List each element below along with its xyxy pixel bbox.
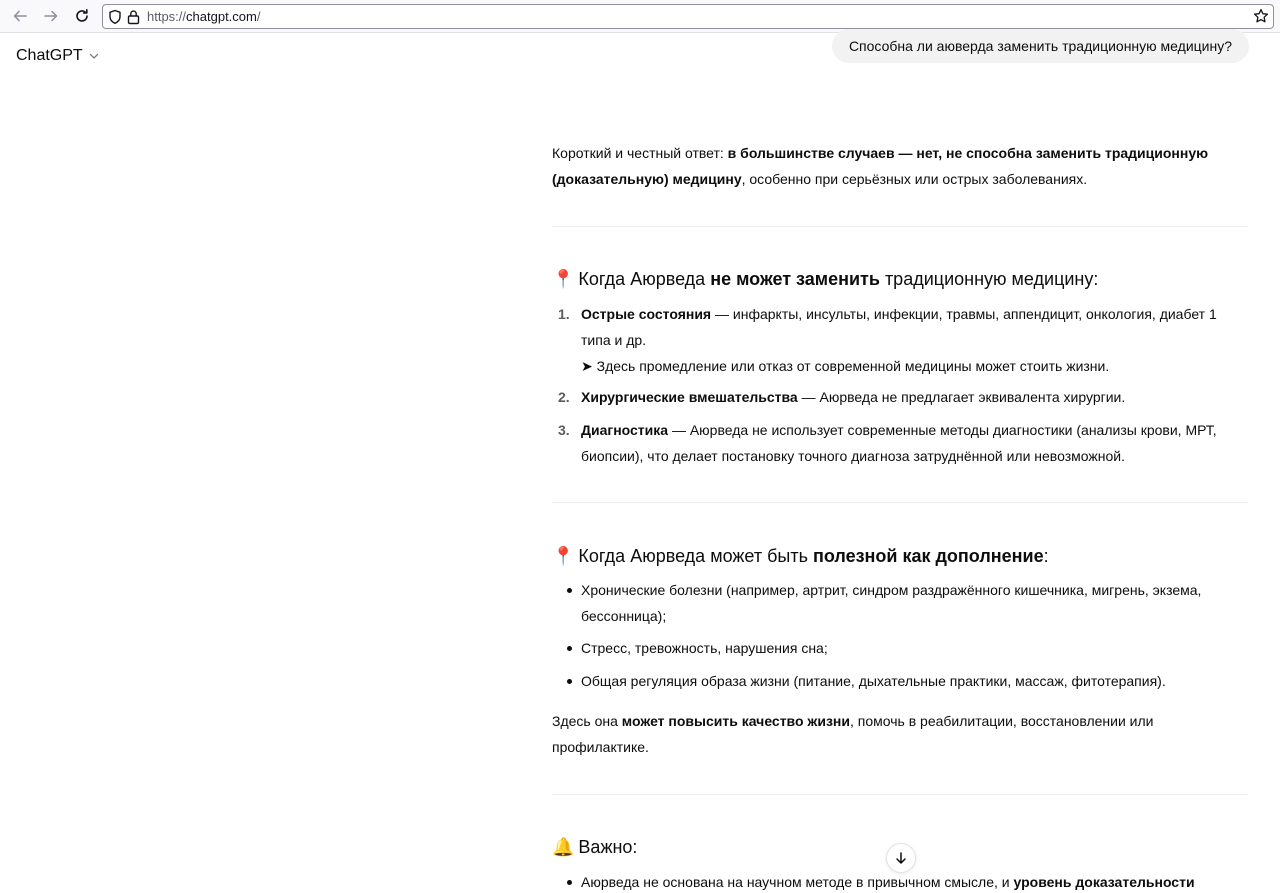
lock-icon[interactable] <box>127 9 140 25</box>
list-item-text: Стресс, тревожность, нарушения сна; <box>581 640 828 656</box>
forward-button[interactable] <box>39 5 63 27</box>
url-prefix: https:// <box>147 9 187 24</box>
pin-icon: 📍 <box>552 546 575 566</box>
reload-button[interactable] <box>70 5 94 27</box>
bullet <box>567 880 572 885</box>
section-heading-complement <box>552 543 1049 569</box>
arrow-right-icon <box>43 8 59 24</box>
answer-intro <box>552 140 1242 192</box>
list-item <box>581 668 1241 694</box>
scroll-to-bottom-button[interactable] <box>886 843 916 873</box>
intro-text: Короткий и честный ответ: <box>552 145 728 161</box>
list-item-note: ➤ Здесь промедление или отказ от современной медицины может стоить жизни. <box>581 358 1110 374</box>
reload-icon <box>74 8 90 24</box>
section-heading-cannot-replace <box>552 266 1098 292</box>
list-item-text: Общая регуляция образа жизни (питание, дыхательные практики, массаж, фитотерапия). <box>581 673 1166 689</box>
pin-icon: 📍 <box>552 269 575 289</box>
bullet <box>567 646 572 651</box>
list-item <box>581 869 1241 893</box>
bookmark-star-icon[interactable] <box>1253 8 1269 24</box>
list-item-text: — инфаркты, инсульты, инфекции, травмы, аппендицит, онкология, диабет 1 типа и др. <box>581 306 1217 348</box>
list-item <box>558 384 1241 410</box>
list-item-text: Аюрведа не основана на научном методе в привычном смысле, и <box>581 874 1014 890</box>
chevron-down-icon <box>89 51 99 61</box>
shield-icon[interactable] <box>108 9 122 25</box>
summary-bold: может повысить качество жизни <box>621 713 850 729</box>
model-switcher[interactable] <box>16 47 99 65</box>
back-button[interactable] <box>8 5 32 27</box>
summary-text-end: , помочь в реабилитации, восстановлении или профилактике. <box>552 713 1154 755</box>
arrow-down-icon <box>894 851 908 865</box>
divider <box>552 794 1248 795</box>
url-host: chatgpt.com <box>186 9 257 24</box>
bullet <box>567 679 572 684</box>
heading-text: Когда Аюрведа <box>578 269 706 289</box>
list-item-bold: Острые состояния <box>581 306 712 322</box>
list-item <box>581 635 1241 661</box>
list-number: 2. <box>558 389 570 405</box>
heading-text-end: традиционную медицину: <box>884 269 1099 289</box>
bell-icon: 🔔 <box>552 837 575 857</box>
list-item-bold: уровень доказательности <box>1013 874 1195 890</box>
heading-text: Когда Аюрведа может быть <box>578 546 808 566</box>
user-message-bubble: Способна ли аюверда заменить традиционную медицину? <box>832 29 1249 63</box>
section-heading-important <box>552 834 637 860</box>
heading-text-end: : <box>1043 546 1049 566</box>
list-item-text: Хронические болезни (например, артрит, синдром раздражённого кишечника, мигрень, экзема, бессонница); <box>581 582 1202 624</box>
heading-bold: полезной как дополнение <box>812 546 1044 566</box>
arrow-left-icon <box>12 8 28 24</box>
intro-bold: в большинстве случаев — нет, не способна заменить традиционную (доказательную) медицину <box>552 145 1209 187</box>
list-item <box>558 301 1241 379</box>
section-summary <box>552 708 1242 760</box>
list-number: 3. <box>558 422 570 438</box>
list-item <box>558 417 1241 469</box>
list-number: 1. <box>558 306 570 322</box>
url-text[interactable] <box>147 9 260 24</box>
model-label: ChatGPT <box>16 47 83 64</box>
divider <box>552 226 1248 227</box>
heading-bold: не может заменить <box>710 269 880 289</box>
summary-text: Здесь она <box>552 713 622 729</box>
list-item-bold: Хирургические вмешательства <box>581 389 798 405</box>
address-bar[interactable] <box>102 4 1274 29</box>
intro-text-end: , особенно при серьёзных или острых заболеваниях. <box>741 171 1088 187</box>
heading-text: Важно: <box>578 837 638 857</box>
bullet <box>567 588 572 593</box>
list-item-bold: Диагностика <box>581 422 669 438</box>
divider <box>552 502 1248 503</box>
list-item-text: — Аюрведа не использует современные методы диагностики (анализы крови, МРТ, биопсии), что делает постановку точного диагноза затруднённой или невозможной. <box>581 422 1217 464</box>
list-item <box>581 577 1241 629</box>
list-item-text: — Аюрведа не предлагает эквивалента хирургии. <box>797 389 1126 405</box>
url-suffix: / <box>256 9 261 24</box>
